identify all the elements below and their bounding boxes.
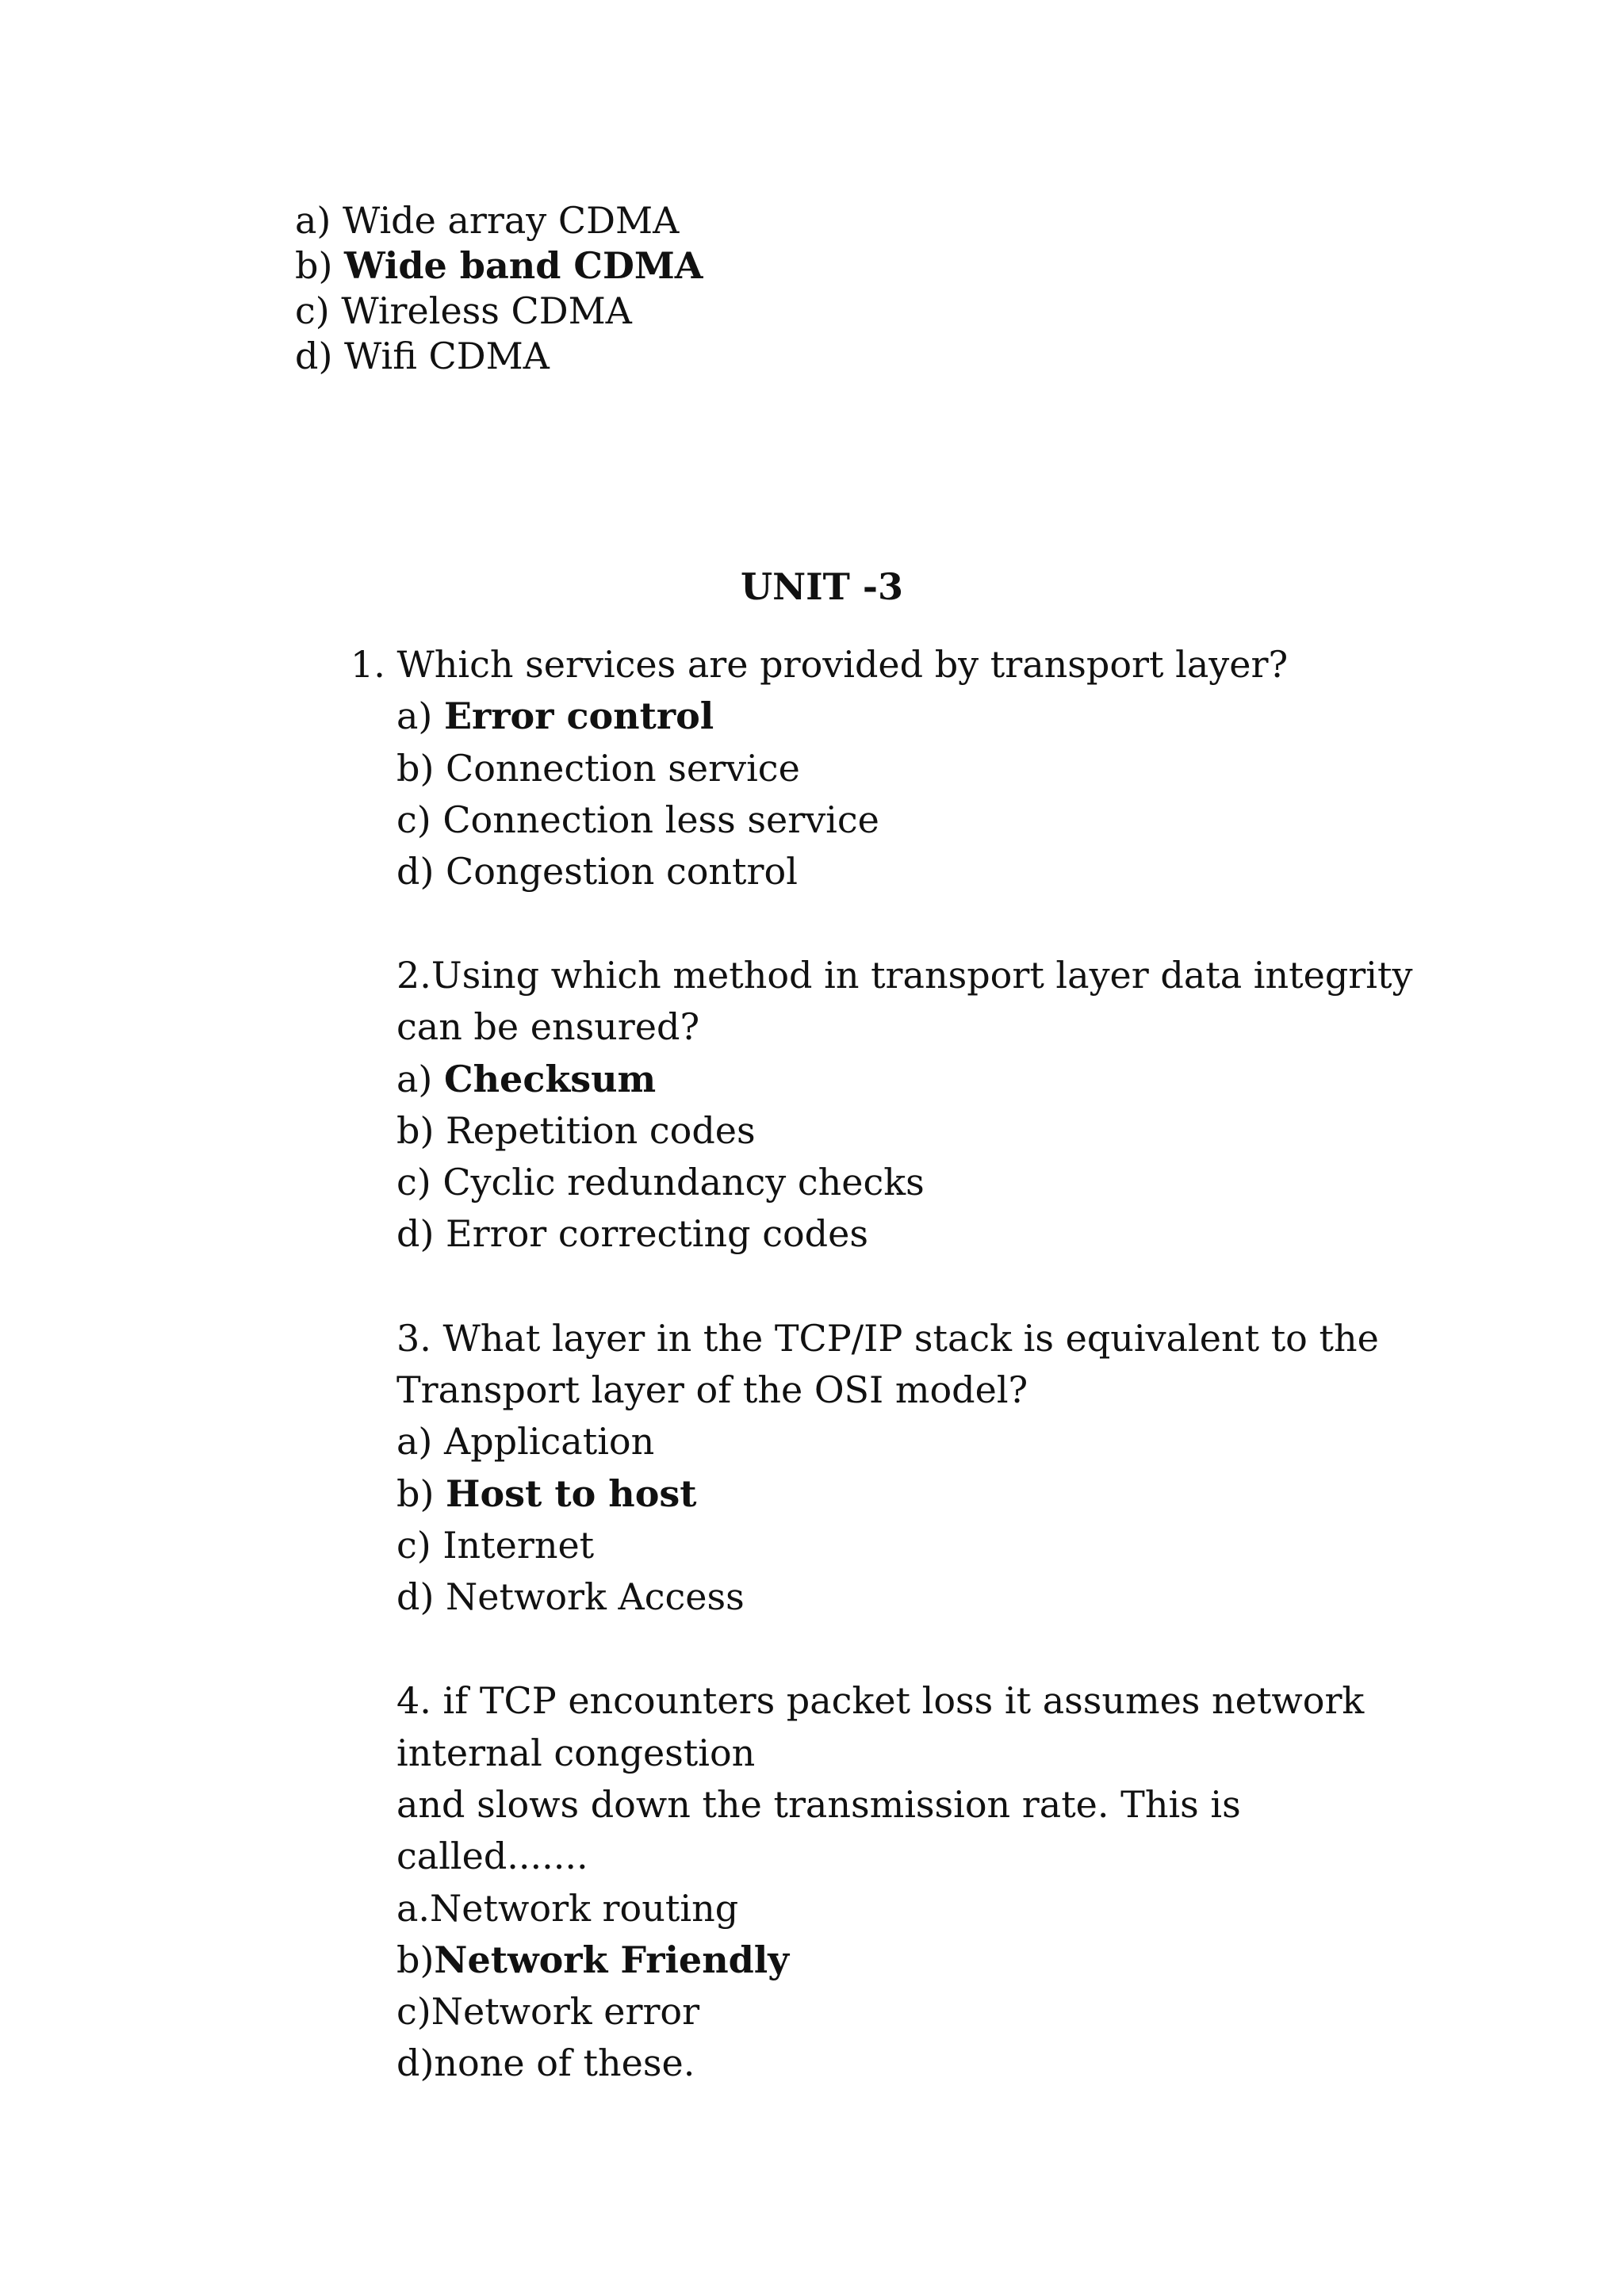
question-2-text-line-1: 2.Using which method in transport layer data integrity [396,954,1413,997]
question-2-option-b: b) Repetition codes [396,1109,756,1152]
question-3-option-a: a) Application [396,1420,655,1463]
question-3-option-d: d) Network Access [396,1575,745,1618]
question-1-option-d: d) Congestion control [396,850,798,893]
prev-option-d: d) Wifi CDMA [295,335,550,377]
question-4-option-c: c)Network error [396,1990,700,2033]
question-4-option-d: d)none of these. [396,2042,695,2084]
prev-option-b: b) Wide band CDMA [295,244,703,287]
question-3-text-line-1: 3. What layer in the TCP/IP stack is equivalent to the [396,1317,1379,1360]
question-2-option-c: c) Cyclic redundancy checks [396,1161,925,1203]
question-4-option-b: b)Network Friendly [396,1938,790,1981]
question-4-option-a: a.Network routing [396,1887,739,1930]
question-2-option-a: a) Checksum [396,1058,657,1100]
question-1-option-b: b) Connection service [396,747,800,790]
unit-heading: UNIT -3 [741,565,904,608]
question-1-option-a: a) Error control [396,695,714,737]
question-4-text-line-4: called....... [396,1835,588,1877]
question-1-option-c: c) Connection less service [396,798,879,841]
question-4-text-line-2: internal congestion [396,1732,756,1774]
question-2-option-d: d) Error correcting codes [396,1212,868,1255]
prev-option-a: a) Wide array CDMA [295,199,680,242]
question-4-text-line-1: 4. if TCP encounters packet loss it assumes network [396,1679,1365,1722]
prev-option-c: c) Wireless CDMA [295,289,632,332]
question-2-text-line-2: can be ensured? [396,1005,700,1048]
question-1-text: 1. Which services are provided by transport layer? [350,643,1289,686]
question-3-option-c: c) Internet [396,1524,595,1567]
question-3-option-b: b) Host to host [396,1472,697,1515]
question-3-text-line-2: Transport layer of the OSI model? [396,1368,1028,1411]
question-4-text-line-3: and slows down the transmission rate. This is [396,1783,1241,1826]
